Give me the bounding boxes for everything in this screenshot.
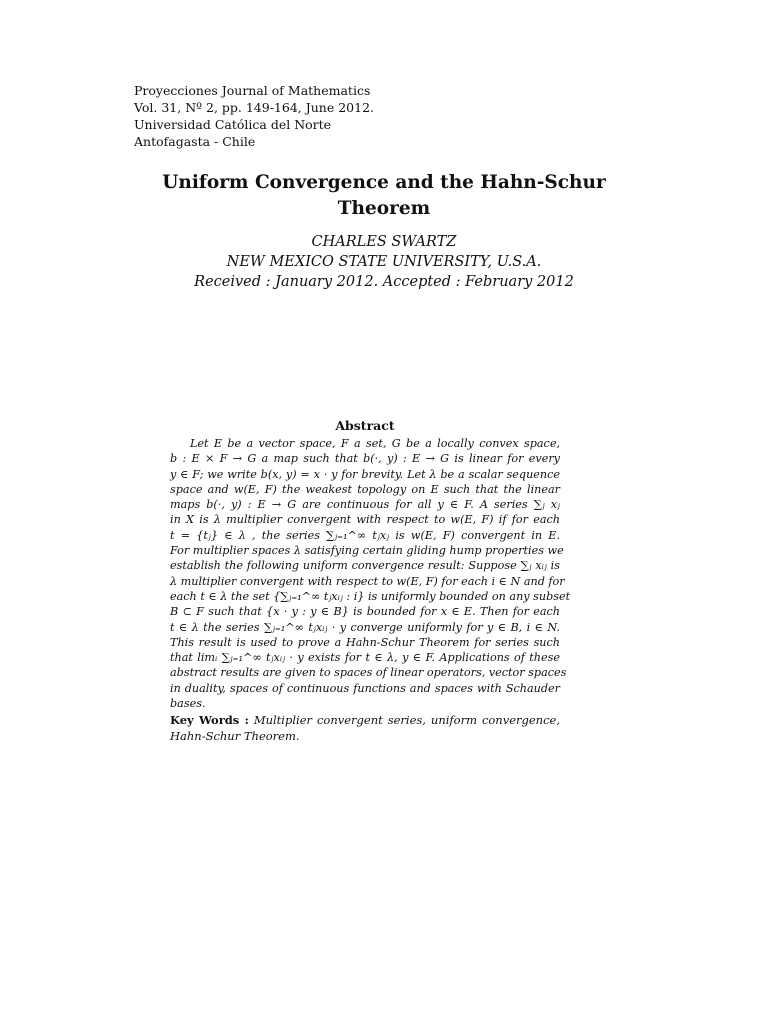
abstract-line: Let E be a vector space, F a set, G be a locally convex space,	[190, 437, 560, 450]
keywords-label: Key Words :	[170, 713, 249, 727]
keywords-text: Multiplier convergent series, uniform convergence, Hahn-Schur Theorem.	[170, 713, 560, 743]
abstract-line: This result is used to prove a Hahn-Schur Theorem for series such	[170, 635, 560, 649]
abstract-line: abstract results are given to spaces of linear operators, vector spaces	[170, 666, 567, 680]
abstract-heading: Abstract	[335, 418, 395, 433]
journal-name: Proyecciones Journal of Mathematics	[134, 83, 371, 98]
abstract-line: For multiplier spaces λ satisfying certain gliding hump properties we	[170, 544, 564, 558]
paper-dates: Received : January 2012. Accepted : February 2012	[194, 274, 574, 290]
abstract-line: B ⊂ F such that {x · y : y ∈ B} is bounded for x ∈ E. Then for each	[170, 605, 560, 619]
author-block	[100, 232, 668, 292]
journal-volume: Vol. 31, Nº 2, pp. 149-164, June 2012.	[134, 100, 374, 115]
abstract-line: t ∈ λ the series ∑ⱼ₌₁^∞ tⱼxᵢⱼ · y converge uniformly for y ∈ B, i ∈ N.	[170, 620, 560, 634]
journal-location: Antofagasta - Chile	[134, 134, 256, 149]
abstract-line: bases.	[170, 697, 206, 711]
paper-title-line-1: Uniform Convergence and the Hahn-Schur	[162, 172, 606, 193]
abstract-line: maps b(·, y) : E → G are continuous for all y ∈ F. A series ∑ⱼ xⱼ	[170, 498, 560, 512]
abstract-line: space and w(E, F) the weakest topology on E such that the linear	[170, 482, 560, 496]
abstract-line: establish the following uniform convergence result: Suppose ∑ⱼ xᵢⱼ is	[170, 559, 560, 573]
abstract-line: in X is λ multiplier convergent with respect to w(E, F) if for each	[170, 513, 560, 527]
abstract-line: t = {tⱼ} ∈ λ , the series ∑ⱼ₌₁^∞ tⱼxⱼ is w(E, F) convergent in E.	[170, 528, 560, 542]
author-affiliation: NEW MEXICO STATE UNIVERSITY, U.S.A.	[226, 254, 542, 270]
abstract-line: each t ∈ λ the set {∑ⱼ₌₁^∞ tⱼxᵢⱼ : i} is uniformly bounded on any subset	[170, 589, 571, 603]
author-name: CHARLES SWARTZ	[311, 234, 457, 250]
abstract-body	[170, 436, 571, 711]
abstract-line: y ∈ F; we write b(x, y) = x · y for brevity. Let λ be a scalar sequence	[170, 467, 560, 481]
journal-header	[134, 82, 454, 150]
abstract-line: that limᵢ ∑ⱼ₌₁^∞ tⱼxᵢⱼ · y exists for t ∈ λ, y ∈ F. Applications of these	[170, 651, 560, 665]
paper-title	[100, 170, 668, 222]
keywords	[170, 712, 560, 744]
abstract-line: in duality, spaces of continuous functions and spaces with Schauder	[170, 681, 560, 695]
abstract-line: λ multiplier convergent with respect to w(E, F) for each i ∈ N and for	[170, 574, 565, 588]
abstract-line: b : E × F → G a map such that b(·, y) : E → G is linear for every	[170, 452, 560, 466]
paper-title-line-2: Theorem	[337, 198, 431, 219]
journal-university: Universidad Católica del Norte	[134, 117, 332, 132]
